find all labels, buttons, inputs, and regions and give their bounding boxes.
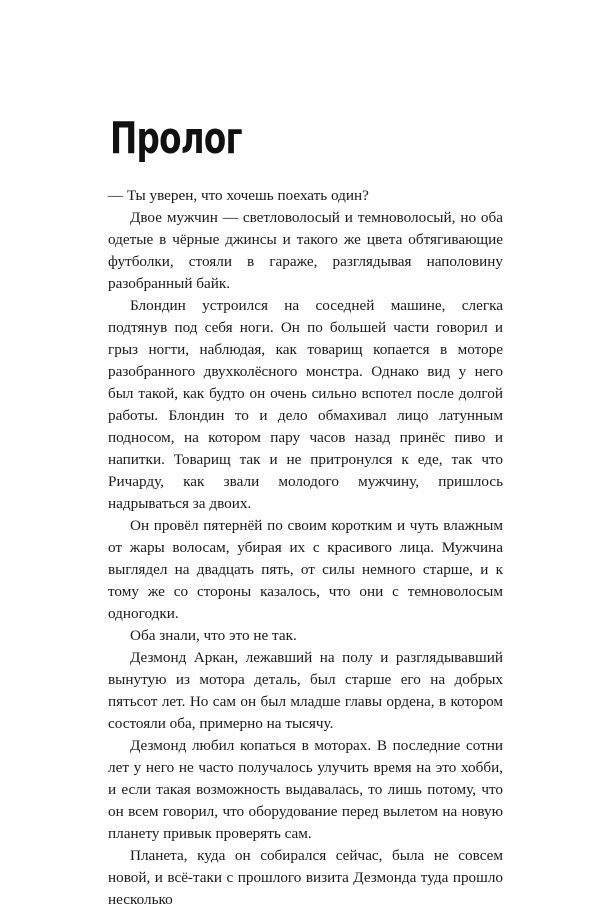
- paragraph: Блондин устроился на соседней машине, слегка подтянув под себя ноги. Он по большей части говорил и грыз ногти, наблюдая, как товарищ копается в моторе разобранного двухколёсного монстра. Однако вид у него был такой, как будто он очень сильно вспотел после долгой работы. Блондин то и дело обмахивал лицо латунным подносом, на котором пару часов назад принёс пиво и напитки. Товарищ так и не притронулся к еде, так что Ричарду, как звали молодого мужчину, пришлось надрываться за двоих.: [108, 297, 503, 512]
- chapter-title: Пролог: [110, 113, 242, 164]
- paragraph: Двое мужчин — светловолосый и темноволосый, но оба одетые в чёрные джинсы и такого же цвета обтягивающие футболки, стояли в гараже, разглядывая наполовину разобранный байк.: [108, 209, 503, 292]
- chapter-body: [108, 185, 503, 911]
- paragraph: Дезмонд Аркан, лежавший на полу и разглядывавший вынутую из мотора деталь, был старше его на добрых пятьсот лет. Но сам он был младше главы ордена, в котором состояли оба, примерно на тысячу.: [108, 649, 503, 732]
- paragraph: — Ты уверен, что хочешь поехать один?: [108, 187, 369, 204]
- paragraph: Дезмонд любил копаться в моторах. В последние сотни лет у него не часто получалось улучить время на это хобби, и если такая возможность выдавалась, то лишь потому, что он всем говорил, что оборудование перед вылетом на новую планету привык проверять сам.: [108, 737, 503, 842]
- paragraph: Он провёл пятернёй по своим коротким и чуть влажным от жары волосам, убирая их с красивого лица. Мужчина выглядел на двадцать пять, от силы немного старше, и к тому же со стороны казалось, что они с темноволосым одногодки.: [108, 517, 503, 622]
- paragraph: Планета, куда он собирался сейчас, была не совсем новой, и всё-таки с прошлого визита Дезмонда туда прошло несколько: [108, 847, 503, 908]
- paragraph: Оба знали, что это не так.: [130, 627, 297, 644]
